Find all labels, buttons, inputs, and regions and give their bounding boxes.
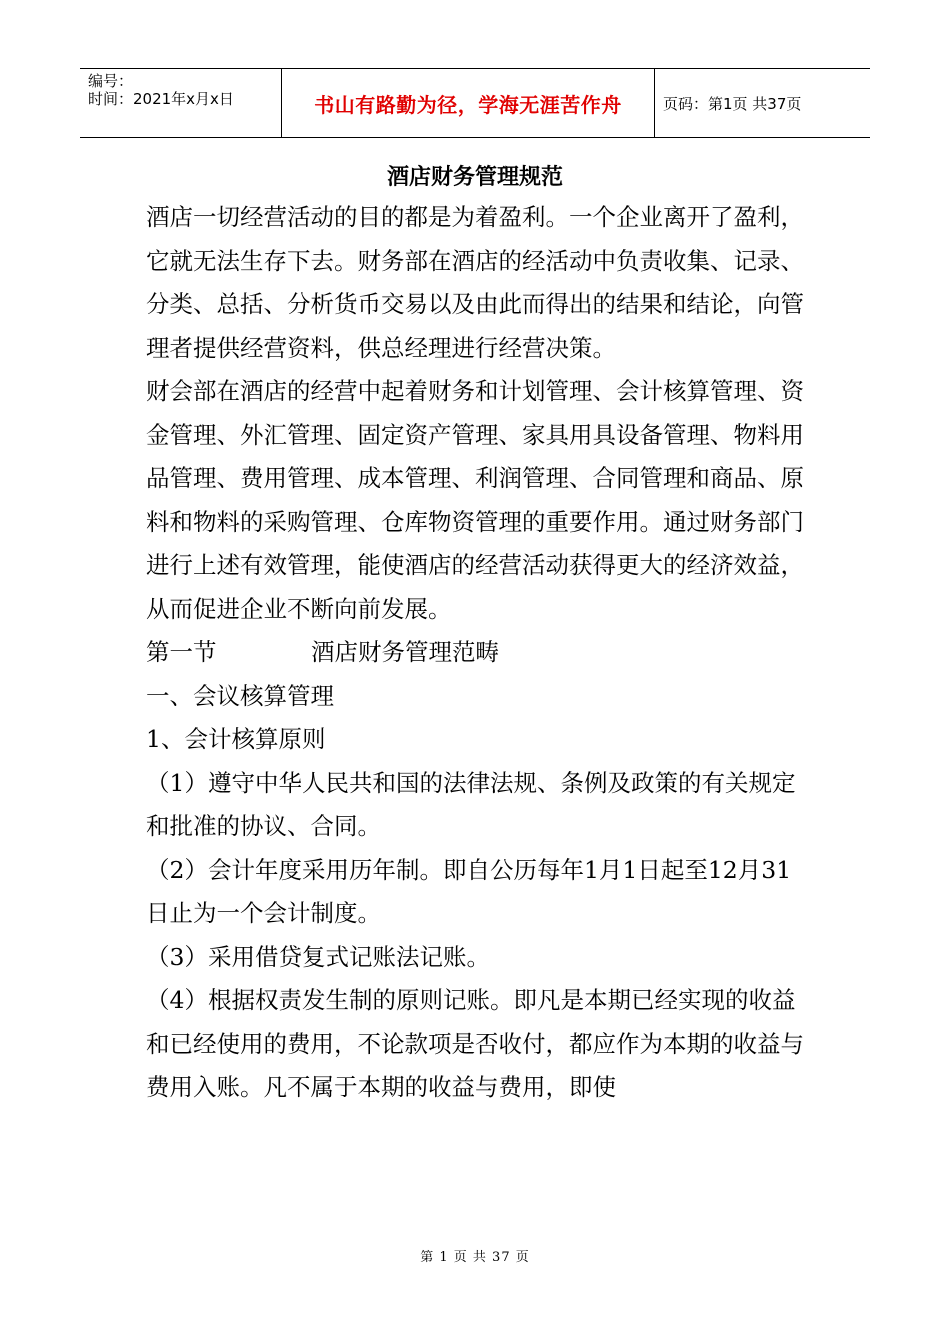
item-heading: 1、会计核算原则: [146, 725, 326, 753]
document-title: 酒店财务管理规范: [386, 164, 563, 190]
header-motto-cell: [282, 69, 655, 137]
rule-1: （1）遵守中华人民共和国的法律法规、条例及政策的有关规定和批准的协议、合同。: [146, 768, 796, 840]
subsection-heading: 一、会议核算管理: [146, 681, 334, 710]
time-label: 时间：2021年x月x日: [88, 90, 234, 108]
rule-2: （2）会计年度采用历年制。即自公历每年1月1日起至12月31日止为一个会计制度。: [146, 855, 792, 927]
header-meta: [80, 69, 282, 137]
document-body: [146, 196, 810, 1110]
page-info-text: 页码：第1页 共37页: [663, 94, 802, 113]
section-title: 酒店财务管理范畴: [311, 638, 499, 666]
rule-4: （4）根据权责发生制的原则记账。即凡是本期已经实现的收益和已经使用的费用，不论款项是否收付，都应作为本期的收益与费用入账。凡不属于本期的收益与费用，即使: [146, 986, 804, 1101]
intro-paragraph-2: 财会部在酒店的经营中起着财务和计划管理、会计核算管理、资金管理、外汇管理、固定资产管理、家具用具设备管理、物料用品管理、费用管理、成本管理、利润管理、合同管理和商品、原料和物料的采购管理、仓库物资管理的重要作用。通过财务部门进行上述有效管理，能使酒店的经营活动获得更大的经济效益，从而促进企业不断向前发展。: [146, 377, 804, 623]
header-page-info: [655, 69, 870, 137]
number-label: 编号：: [88, 72, 134, 90]
section-heading: [146, 631, 810, 675]
section-number: 第一节: [146, 638, 217, 666]
rule-3: （3）采用借贷复式记账法记账。: [146, 942, 490, 971]
intro-paragraph-1: 酒店一切经营活动的目的都是为着盈利。一个企业离开了盈利，它就无法生存下去。财务部在酒店的经活动中负责收集、记录、分类、总括、分析货币交易以及由此而得出的结果和结论，向管理者提供经营资料，供总经理进行经营决策。: [146, 203, 804, 362]
page-header: [80, 68, 870, 138]
motto-text: 书山有路勤为径，学海无涯苦作舟: [314, 92, 622, 117]
page-footer: 第 1 页 共 37 页: [420, 1250, 530, 1265]
